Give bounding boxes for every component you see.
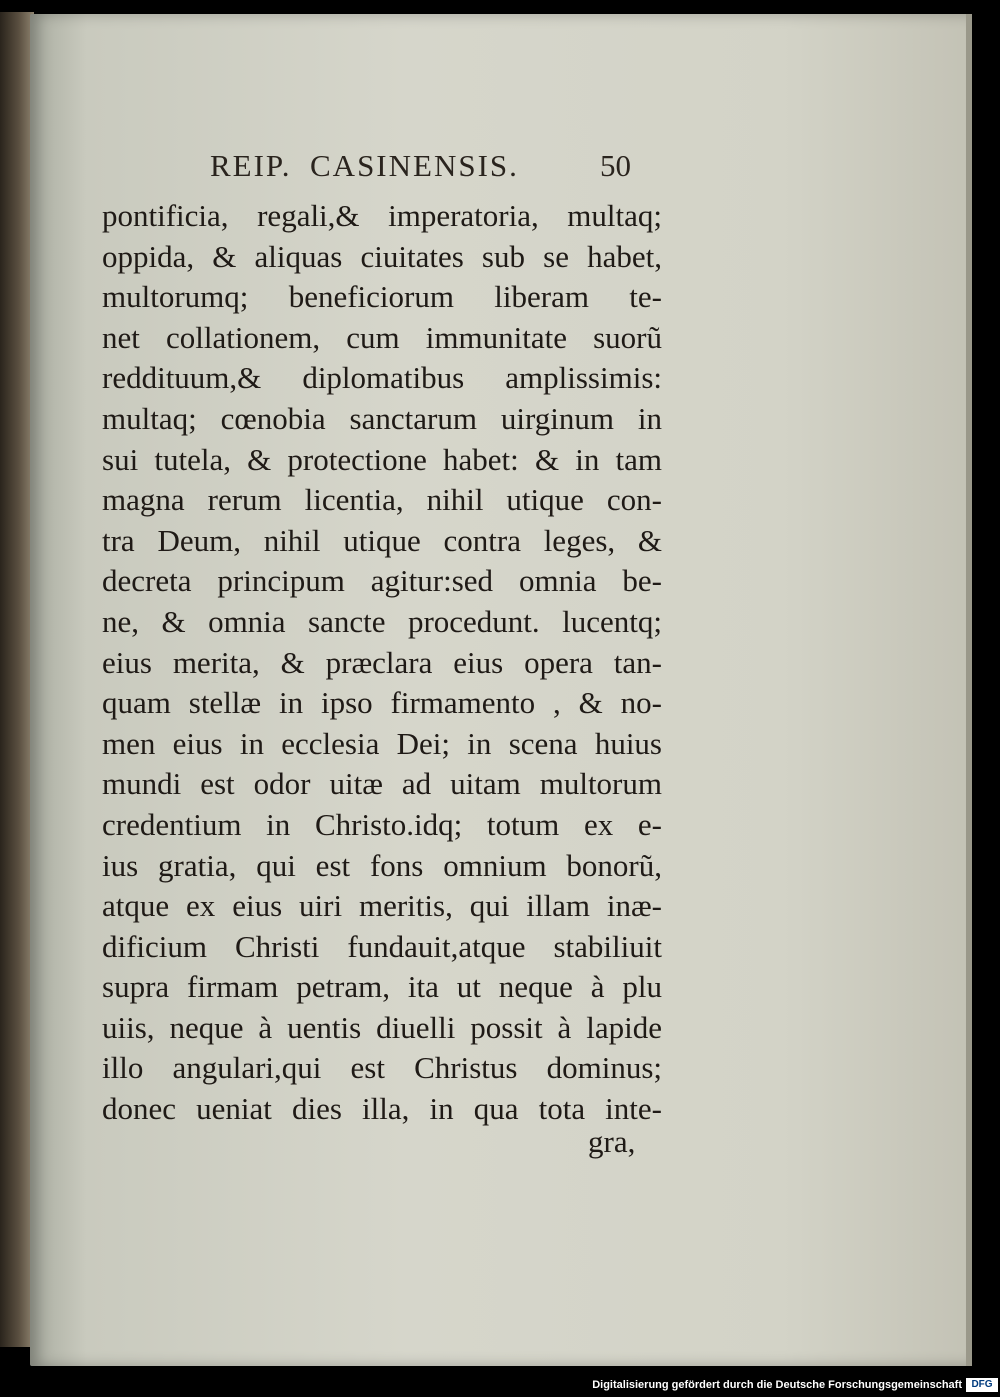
text-line: magna rerum licentia, nihil utique con- — [102, 482, 662, 518]
text-line: supra firmam petram, ita ut neque à plu — [102, 969, 662, 1005]
text-line: decreta principum agitur:sed omnia be- — [102, 563, 662, 599]
text-line: dificium Christi fundauit,atque stabiliuit — [102, 928, 662, 964]
text-line: pontificia, regali,& imperatoria, multaq; — [102, 198, 662, 233]
text-line: ius gratia, qui est fons omnium bonorũ, — [102, 847, 662, 883]
text-line: reddituum,& diplomatibus amplissimis: — [102, 360, 662, 396]
running-head-left: REIP. — [210, 148, 292, 183]
text-line: oppida, & aliquas ciuitates sub se habet, — [102, 238, 662, 274]
text-line: quam stellæ in ipso firmamento , & no- — [102, 685, 662, 721]
text-line: multaq; cœnobia sanctarum uirginum in — [102, 400, 662, 436]
text-line: sui tutela, & protectione habet: & in tam — [102, 441, 662, 477]
text-line: credentium in Christo.idq; totum ex e- — [102, 806, 662, 842]
text-line: eius merita, & præclara eius opera tan- — [102, 644, 662, 680]
book-binding-edge — [0, 12, 34, 1347]
text-line: tra Deum, nihil utique contra leges, & — [102, 522, 662, 558]
catchword: gra, — [588, 1124, 636, 1159]
text-line: net collationem, cum immunitate suorũ — [102, 319, 662, 355]
running-head-title: CASINENSIS. — [310, 148, 519, 183]
running-head — [180, 148, 650, 192]
text-line: atque ex eius uiri meritis, qui illam inæ- — [102, 888, 662, 924]
text-line: illo angulari,qui est Christus dominus; — [102, 1050, 662, 1086]
folio-number: 50 — [600, 148, 631, 183]
text-line: men eius in ecclesia Dei; in scena huius — [102, 725, 662, 761]
text-line: ne, & omnia sancte procedunt. lucentq; — [102, 603, 662, 639]
text-line: multorumq; beneficiorum liberam te- — [102, 279, 662, 315]
page-edge — [966, 14, 972, 1366]
text-line: donec ueniat dies illa, in qua tota inte- — [102, 1091, 662, 1127]
digitization-credit: Digitalisierung gefördert durch die Deutsche Forschungsgemeinschaft — [592, 1379, 962, 1391]
text-line: uiis, neque à uentis diuelli possit à lapide — [102, 1009, 662, 1045]
dfg-logo: DFG — [966, 1378, 998, 1392]
body-text — [102, 196, 662, 1130]
text-line: mundi est odor uitæ ad uitam multorum — [102, 766, 662, 802]
